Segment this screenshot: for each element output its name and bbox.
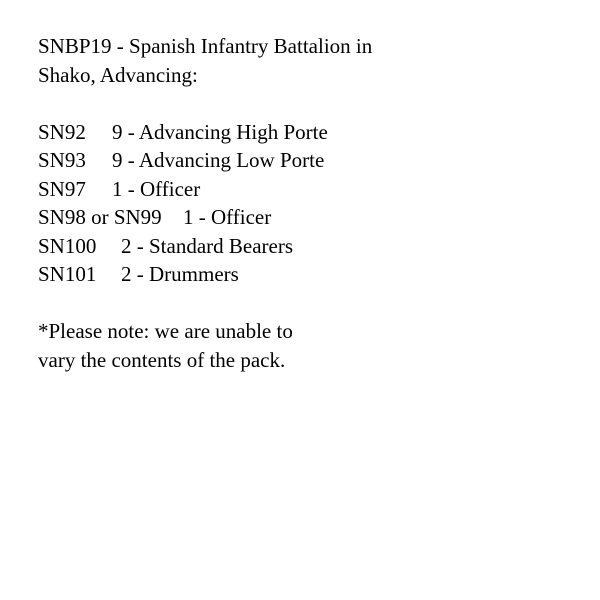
- list-item: [38, 232, 600, 261]
- list-item: [38, 260, 600, 289]
- spacer: [38, 89, 600, 118]
- item-code: SN100: [38, 233, 97, 258]
- item-code: SN101: [38, 262, 97, 286]
- item-description: 1 - Officer: [183, 205, 272, 229]
- item-description: 9 - Advancing High Porte: [112, 119, 328, 144]
- spacer: [38, 289, 600, 318]
- pack-title: [38, 32, 600, 89]
- item-description: 2 - Drummers: [121, 262, 239, 286]
- pack-note: [38, 317, 600, 374]
- item-description: 1 - Officer: [112, 176, 201, 201]
- list-item: [38, 203, 600, 232]
- pack-title-line-1: SNBP19 - Spanish Infantry Battalion in: [38, 34, 373, 58]
- item-code: SN93: [38, 148, 86, 172]
- list-item: [38, 146, 600, 175]
- item-code: SN97: [38, 176, 86, 201]
- item-description: 2 - Standard Bearers: [121, 233, 294, 258]
- item-description: 9 - Advancing Low Porte: [112, 148, 325, 172]
- pack-note-line-1: *Please note: we are unable to: [38, 319, 293, 343]
- item-code: SN98 or SN99: [38, 205, 162, 229]
- pack-title-line-2: Shako, Advancing:: [38, 62, 198, 87]
- list-item: [38, 118, 600, 147]
- pack-note-line-2: vary the contents of the pack.: [38, 347, 286, 372]
- list-item: [38, 175, 600, 204]
- pack-contents-list: [38, 118, 600, 289]
- item-code: SN92: [38, 119, 86, 144]
